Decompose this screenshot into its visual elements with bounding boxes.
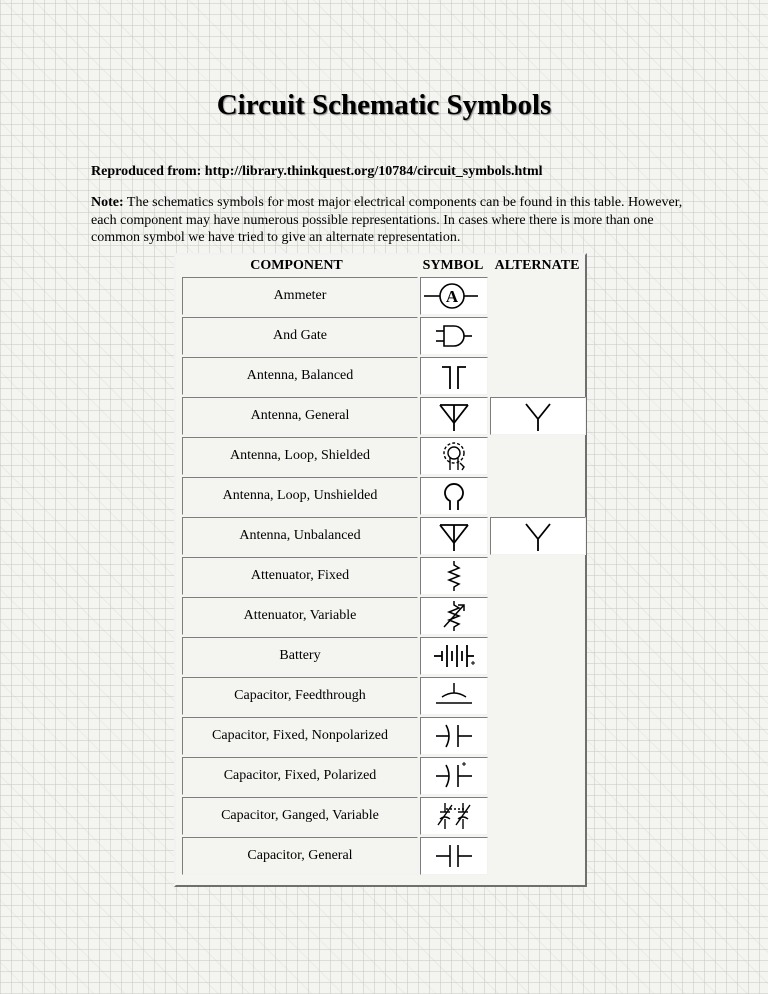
antenna-loop-unshielded-symbol-icon [420,477,488,515]
source-line: Reproduced from: http://library.thinkquest.org/10784/circuit_symbols.html [91,164,543,179]
capacitor-feedthrough-symbol-icon [420,677,488,715]
table-row-name: Capacitor, Fixed, Nonpolarized [182,717,418,755]
capacitor-general-symbol-icon [420,837,488,875]
battery-symbol-icon [420,637,488,675]
table-row-name: Antenna, Unbalanced [182,517,418,555]
table-row-name: And Gate [182,317,418,355]
antenna-general-alternate-icon [490,397,586,435]
header-symbol: SYMBOL [422,258,484,273]
and-gate-symbol-icon [420,317,488,355]
table-row-name: Antenna, Loop, Unshielded [182,477,418,515]
capacitor-fixed-polarized-symbol-icon [420,757,488,795]
table-row-name: Antenna, Balanced [182,357,418,395]
table-row-name: Attenuator, Variable [182,597,418,635]
note-label: Note: [91,195,124,210]
table-row-name: Capacitor, Fixed, Polarized [182,757,418,795]
svg-text:A: A [445,287,459,306]
table-row-name: Capacitor, Ganged, Variable [182,797,418,835]
capacitor-ganged-variable-symbol-icon [420,797,488,835]
attenuator-variable-symbol-icon [420,597,488,635]
table-row-name: Capacitor, Feedthrough [182,677,418,715]
header-alternate: ALTERNATE [494,258,580,273]
note-paragraph [91,194,691,247]
attenuator-fixed-symbol-icon [420,557,488,595]
antenna-general-symbol-icon [420,397,488,435]
symbols-table [174,253,587,887]
table-row-name: Antenna, Loop, Shielded [182,437,418,475]
table-row-name: Battery [182,637,418,675]
antenna-unbalanced-alternate-icon [490,517,586,555]
table-row-name: Ammeter [182,277,418,315]
page-title: Circuit Schematic Symbols [216,89,552,121]
table-row-name: Capacitor, General [182,837,418,875]
capacitor-fixed-nonpolarized-symbol-icon [420,717,488,755]
table-row-name: Antenna, General [182,397,418,435]
ammeter-symbol-icon [420,277,488,315]
header-component: COMPONENT [250,258,343,273]
antenna-loop-shielded-symbol-icon [420,437,488,475]
antenna-balanced-symbol-icon [420,357,488,395]
antenna-unbalanced-symbol-icon [420,517,488,555]
note-text: The schematics symbols for most major electrical components can be found in this table. However, each component may have numerous possible representations. In cases where there is more than one common symbol we have tried to give an alternate representation. [91,195,683,245]
table-row-name: Attenuator, Fixed [182,557,418,595]
